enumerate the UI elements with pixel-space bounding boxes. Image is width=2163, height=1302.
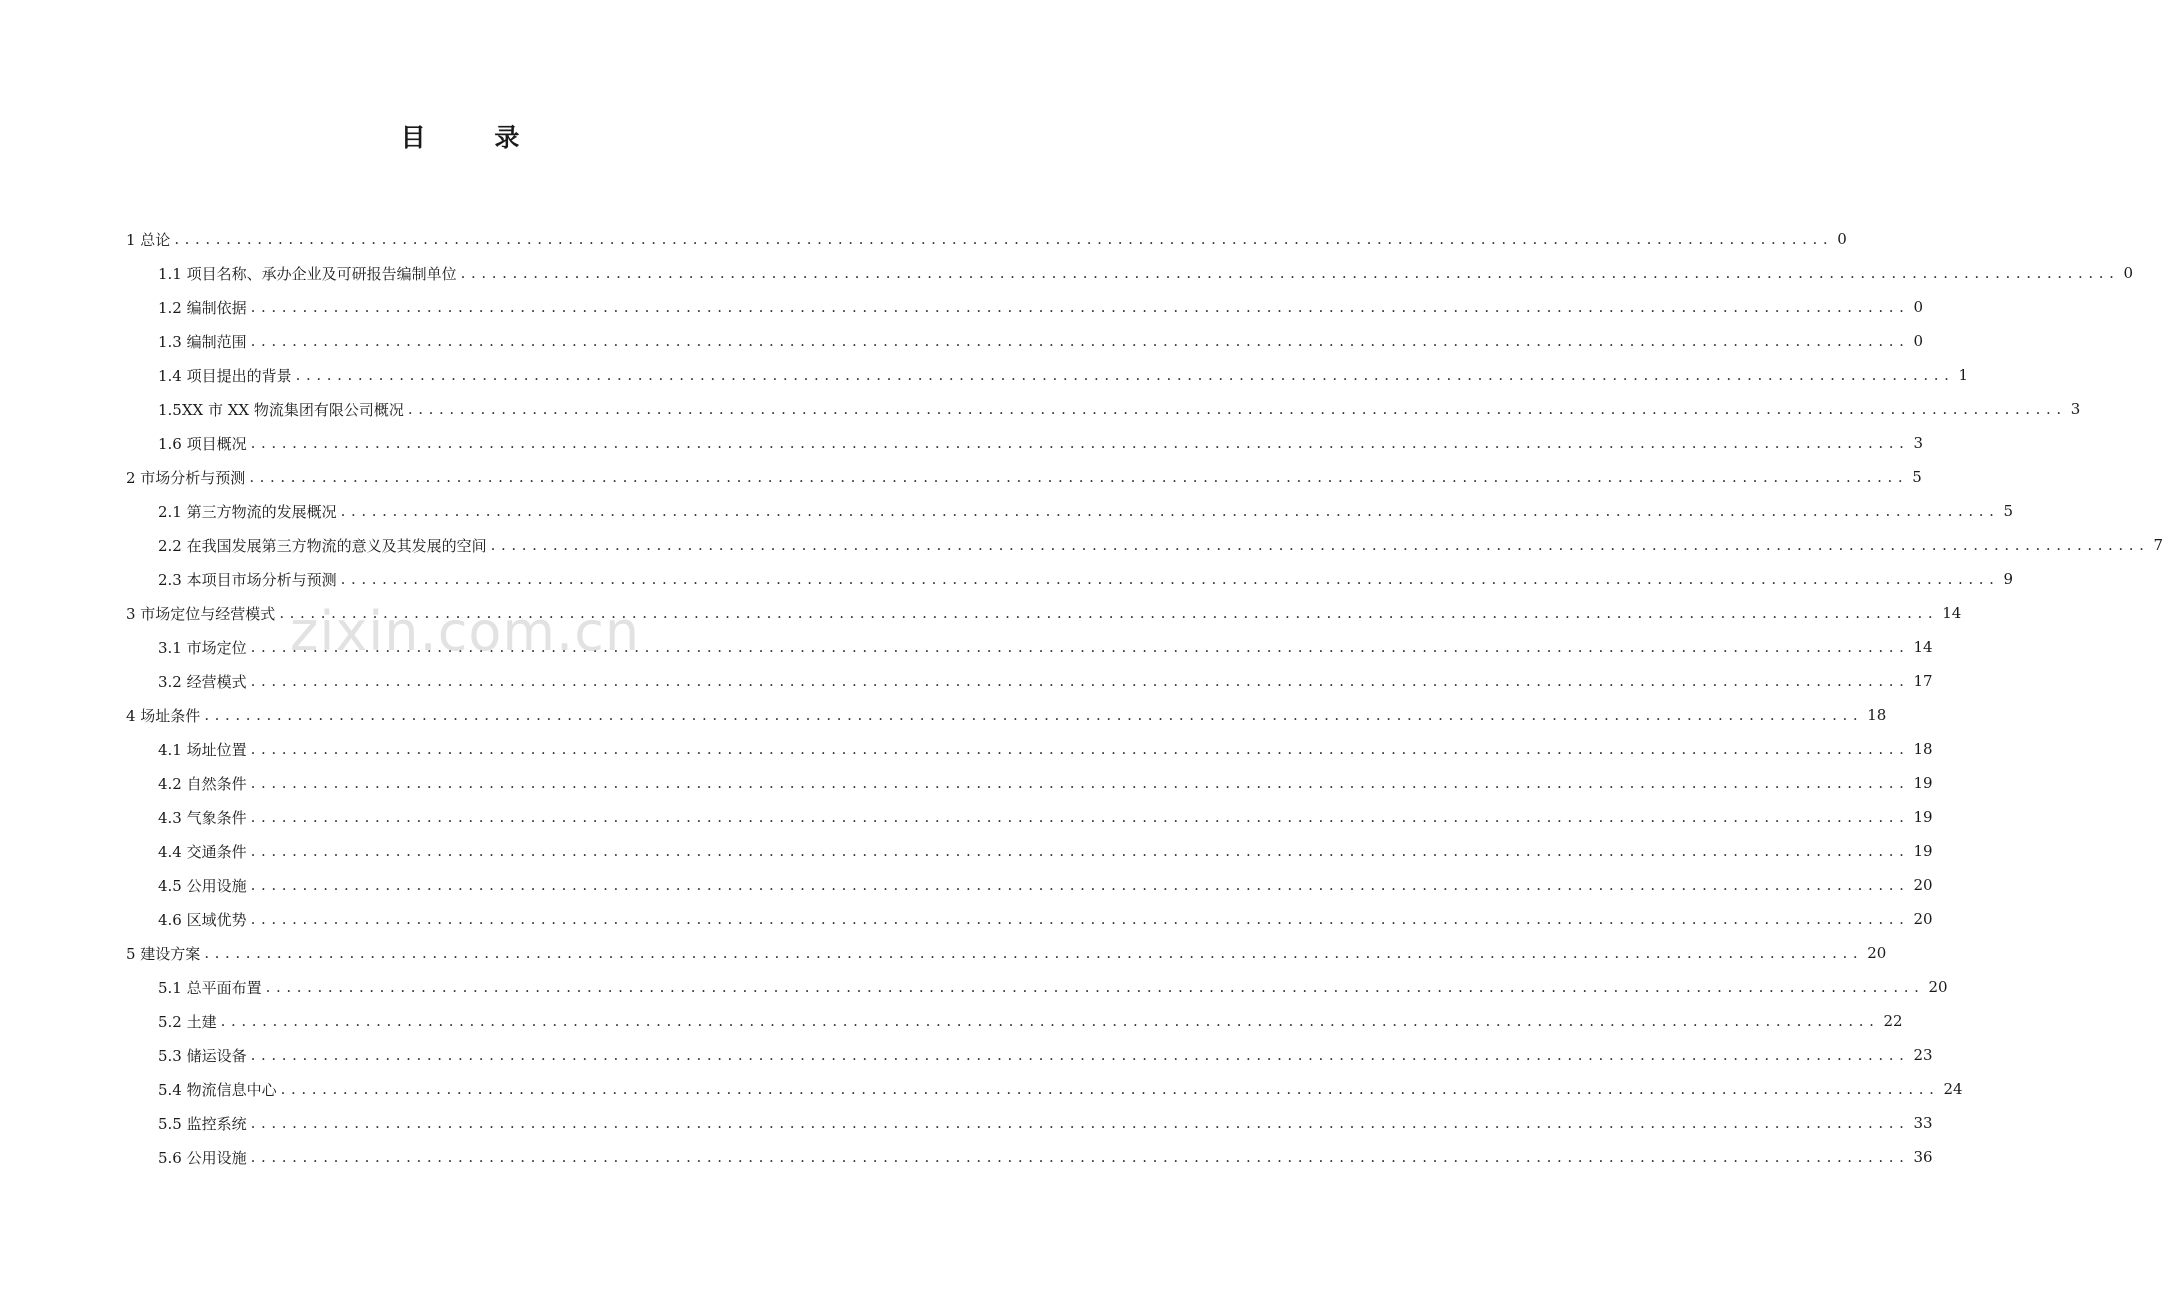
toc-page-number: 9 (2003, 570, 2014, 588)
toc-page-number: 1 (1958, 366, 1969, 384)
toc-entry-label: 5.3 储运设备 (158, 1046, 247, 1065)
toc-entry-label: 2.3 本项目市场分析与预测 (158, 570, 337, 589)
toc-page-number: 17 (1913, 672, 1933, 690)
toc-entry[interactable] (158, 834, 1933, 868)
toc-dot-leader: ................................................................................................................................................................ (265, 978, 1925, 996)
toc-dot-leader: ................................................................................................................................................................ (220, 1012, 1880, 1030)
toc-page-number: 5 (2003, 502, 2014, 520)
page-title: 目 录 (400, 123, 550, 152)
toc-page-number: 22 (1883, 1012, 1903, 1030)
toc-entry-label: 2.1 第三方物流的发展概况 (158, 502, 337, 521)
toc-dot-leader: ................................................................................................................................................................ (250, 876, 1910, 894)
toc-dot-leader: ................................................................................................................................................................ (280, 1080, 1940, 1098)
toc-entry-label: 4 场址条件 (126, 706, 201, 725)
toc-dot-leader: ................................................................................................................................................................ (250, 332, 1910, 350)
toc-page-number: 20 (1867, 944, 1887, 962)
toc-dot-leader: ................................................................................................................................................................ (204, 944, 1864, 962)
toc-page-number: 20 (1913, 910, 1933, 928)
toc-entry[interactable] (158, 562, 2014, 596)
toc-entry-label: 1.2 编制依据 (158, 298, 247, 317)
toc-entry[interactable] (158, 426, 1924, 460)
toc-entry-label: 5.2 土建 (158, 1012, 217, 1031)
toc-dot-leader: ................................................................................................................................................................ (250, 1114, 1910, 1132)
toc-page-number: 3 (2070, 400, 2081, 418)
toc-dot-leader: ................................................................................................................................................................ (250, 842, 1910, 860)
toc-entry-label: 1 总论 (126, 230, 171, 249)
toc-entry-label: 1.4 项目提出的背景 (158, 366, 292, 385)
toc-entry-label: 5 建设方案 (126, 944, 201, 963)
toc-entry[interactable] (158, 528, 2163, 562)
toc-dot-leader: ................................................................................................................................................................ (460, 264, 2120, 282)
toc-page-number: 0 (1913, 332, 1924, 350)
toc-page-number: 0 (2123, 264, 2134, 282)
toc-page-number: 19 (1913, 774, 1933, 792)
toc-page-number: 18 (1913, 740, 1933, 758)
toc-dot-leader: ................................................................................................................................................................ (340, 570, 2000, 588)
toc-page-number: 7 (2153, 536, 2163, 554)
toc-dot-leader: ................................................................................................................................................................ (250, 774, 1910, 792)
toc-page-number: 24 (1943, 1080, 1963, 1098)
toc-entry[interactable] (158, 324, 1924, 358)
toc-page-number: 3 (1913, 434, 1924, 452)
toc-entry[interactable] (158, 868, 1933, 902)
toc-page-number: 0 (1837, 230, 1847, 248)
toc-dot-leader: ................................................................................................................................................................ (204, 706, 1864, 724)
toc-entry-label: 4.2 自然条件 (158, 774, 247, 793)
toc-entry[interactable] (158, 902, 1933, 936)
toc-entry-label: 4.4 交通条件 (158, 842, 247, 861)
watermark: zixin.com.cn (290, 600, 641, 663)
toc-page-number: 19 (1913, 808, 1933, 826)
toc-page-number: 36 (1913, 1148, 1933, 1166)
toc-page-number: 19 (1913, 842, 1933, 860)
toc-entry-label: 5.4 物流信息中心 (158, 1080, 277, 1099)
toc-entry[interactable] (158, 1038, 1933, 1072)
toc-entry[interactable] (158, 290, 1924, 324)
toc-entry[interactable] (158, 494, 2014, 528)
toc-page-number: 0 (1913, 298, 1924, 316)
toc-entry-label: 1.1 项目名称、承办企业及可研报告编制单位 (158, 264, 457, 283)
toc-entry-label: 2 市场分析与预测 (126, 468, 246, 487)
toc-entry-label: 3.2 经营模式 (158, 672, 247, 691)
toc-dot-leader: ................................................................................................................................................................ (250, 1046, 1910, 1064)
toc-dot-leader: ................................................................................................................................................................ (174, 230, 1834, 248)
toc-dot-leader: ................................................................................................................................................................ (295, 366, 1955, 384)
toc-entry[interactable] (158, 664, 1933, 698)
toc-dot-leader: ................................................................................................................................................................ (250, 672, 1910, 690)
toc-dot-leader: ................................................................................................................................................................ (250, 910, 1910, 928)
toc-dot-leader: ................................................................................................................................................................ (250, 298, 1910, 316)
toc-entry[interactable] (158, 1004, 1903, 1038)
toc-entry[interactable] (158, 970, 1948, 1004)
toc-entry[interactable] (158, 766, 1933, 800)
toc-entry[interactable] (158, 1140, 1933, 1174)
toc-page-number: 5 (1912, 468, 1922, 486)
toc-page-number: 18 (1867, 706, 1887, 724)
toc-page-number: 33 (1913, 1114, 1933, 1132)
toc-page-number: 14 (1913, 638, 1933, 656)
toc-entry[interactable] (126, 222, 1847, 256)
toc-entry[interactable] (126, 936, 1887, 970)
toc-page-number: 20 (1913, 876, 1933, 894)
toc-page-number: 14 (1942, 604, 1962, 622)
toc-entry-label: 5.6 公用设施 (158, 1148, 247, 1167)
toc-page-number: 20 (1928, 978, 1948, 996)
toc-entry[interactable] (158, 732, 1933, 766)
toc-entry-label: 4.5 公用设施 (158, 876, 247, 895)
toc-entry-label: 4.6 区域优势 (158, 910, 247, 929)
toc-entry-label: 1.5XX 市 XX 物流集团有限公司概况 (158, 400, 404, 419)
toc-dot-leader: ................................................................................................................................................................ (250, 740, 1910, 758)
toc-entry-label: 5.1 总平面布置 (158, 978, 262, 997)
toc-entry[interactable] (158, 1106, 1933, 1140)
toc-entry-label: 5.5 监控系统 (158, 1114, 247, 1133)
toc-entry-label: 3.1 市场定位 (158, 638, 247, 657)
toc-entry[interactable] (126, 460, 1922, 494)
toc-dot-leader: ................................................................................................................................................................ (250, 1148, 1910, 1166)
toc-dot-leader: ................................................................................................................................................................ (340, 502, 2000, 520)
toc-entry[interactable] (158, 358, 1969, 392)
toc-page-number: 23 (1913, 1046, 1933, 1064)
toc-entry[interactable] (158, 392, 2081, 426)
toc-entry-label: 4.3 气象条件 (158, 808, 247, 827)
toc-dot-leader: ................................................................................................................................................................ (250, 434, 1910, 452)
toc-entry[interactable] (158, 256, 2134, 290)
toc-entry[interactable] (158, 1072, 1963, 1106)
toc-entry-label: 1.6 项目概况 (158, 434, 247, 453)
toc-dot-leader: ................................................................................................................................................................ (490, 536, 2150, 554)
toc-dot-leader: ................................................................................................................................................................ (250, 638, 1910, 656)
toc-dot-leader: ................................................................................................................................................................ (407, 400, 2067, 418)
toc-dot-leader: ................................................................................................................................................................ (279, 604, 1939, 622)
toc-entry-label: 1.3 编制范围 (158, 332, 247, 351)
toc-dot-leader: ................................................................................................................................................................ (250, 808, 1910, 826)
toc-entry[interactable] (126, 698, 1887, 732)
toc-entry-label: 4.1 场址位置 (158, 740, 247, 759)
toc-entry-label: 2.2 在我国发展第三方物流的意义及其发展的空间 (158, 536, 487, 555)
toc-entry[interactable] (158, 800, 1933, 834)
toc-dot-leader: ................................................................................................................................................................ (249, 468, 1909, 486)
toc-entry-label: 3 市场定位与经营模式 (126, 604, 276, 623)
